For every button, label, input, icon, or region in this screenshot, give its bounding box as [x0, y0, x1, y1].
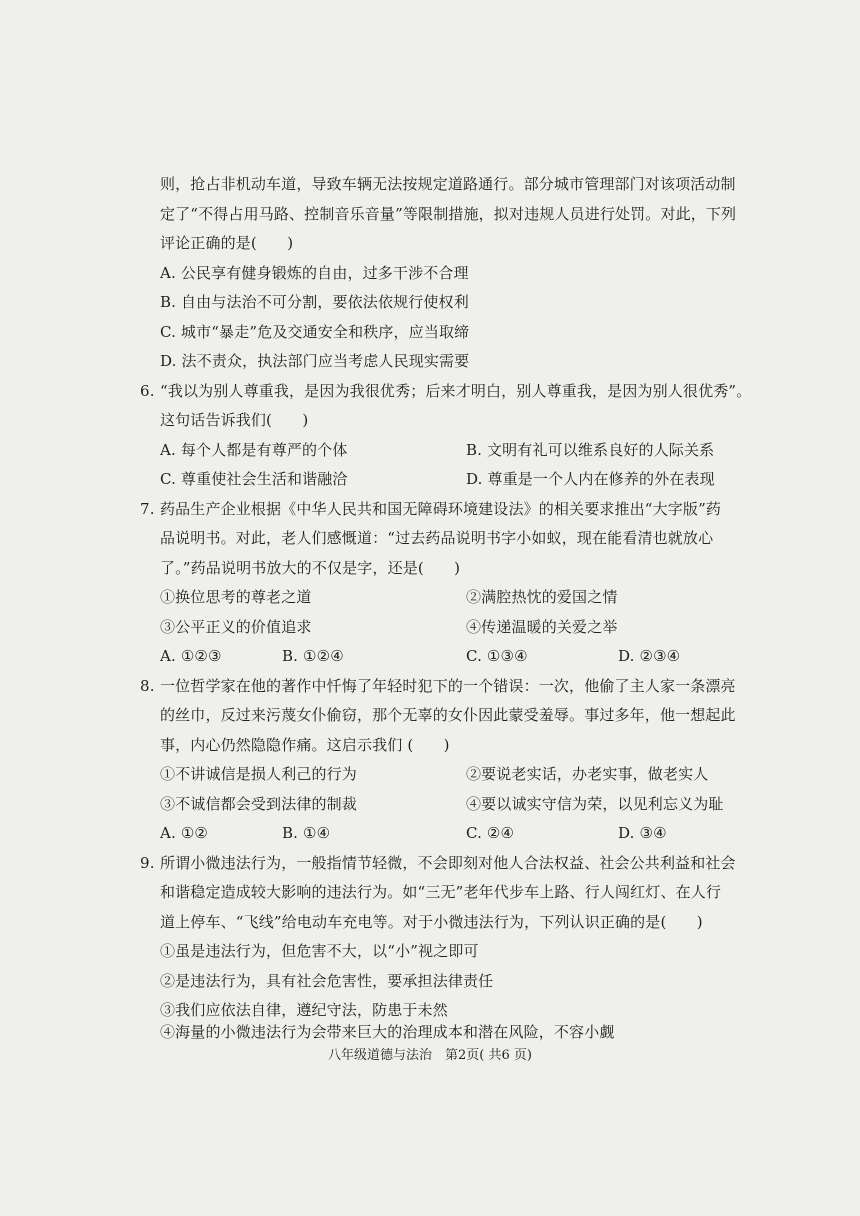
- q5-option-a[interactable]: A. 公民享有健身锻炼的自由，过多干涉不合理: [160, 264, 469, 282]
- q8-option-a[interactable]: A. ①②: [160, 824, 209, 842]
- q5-stem-line-3: 评论正确的是( ): [160, 234, 294, 252]
- q6-option-a[interactable]: A. 每个人都是有尊严的个体: [160, 441, 348, 459]
- q7-statement-2: ②满腔热忱的爱国之情: [466, 588, 618, 606]
- q8-statement-4: ④要以诚实守信为荣，以见利忘义为耻: [466, 795, 724, 813]
- q9-statement-1: ①虽是违法行为，但危害不大，以“小”视之即可: [160, 942, 479, 960]
- q5-option-b[interactable]: B. 自由与法治不可分割，要依法依规行使权利: [160, 293, 469, 311]
- q9-stem-line-2: 和谐稳定造成较大影响的违法行为。如“三无”老年代步车上路、行人闯红灯、在人行: [160, 883, 722, 901]
- q8-stem-line-1: 一位哲学家在他的著作中忏悔了年轻时犯下的一个错误：一次，他偷了主人家一条漂亮: [160, 677, 736, 695]
- q8-option-c[interactable]: C. ②④: [466, 824, 515, 842]
- q8-statement-3: ③不诚信都会受到法律的制裁: [160, 795, 357, 813]
- q6-option-c[interactable]: C. 尊重使社会生活和谐融洽: [160, 470, 348, 488]
- q7-statement-4: ④传递温暖的关爱之举: [466, 618, 618, 636]
- q6-stem-line-1: “我以为别人尊重我，是因为我很优秀；后来才明白，别人尊重我，是因为别人很优秀”。: [160, 382, 752, 400]
- q6-number: 6.: [140, 382, 155, 400]
- q7-option-d[interactable]: D. ②③④: [618, 647, 681, 665]
- q7-stem-line-1: 药品生产企业根据《中华人民共和国无障碍环境建设法》的相关要求推出“大字版”药: [160, 500, 722, 518]
- q8-option-b[interactable]: B. ①④: [282, 824, 331, 842]
- q8-statement-2: ②要说老实话，办老实事，做老实人: [466, 765, 709, 783]
- q6-option-b[interactable]: B. 文明有礼可以维系良好的人际关系: [466, 441, 715, 459]
- q7-statement-1: ①换位思考的尊老之道: [160, 588, 312, 606]
- q9-number: 9.: [140, 854, 155, 872]
- q5-option-d[interactable]: D. 法不责众，执法部门应当考虑人民现实需要: [160, 352, 470, 370]
- q8-stem-line-3: 事，内心仍然隐隐作痛。这启示我们 ( ): [160, 736, 450, 754]
- q9-stem-line-3: 道上停车、“飞线”给电动车充电等。对于小微违法行为，下列认识正确的是( ): [160, 913, 703, 931]
- q7-stem-line-3: 了。”药品说明书放大的不仅是字，还是( ): [160, 559, 461, 577]
- q9-statement-3: ③我们应依法自律，遵纪守法，防患于未然: [160, 1001, 448, 1019]
- q8-stem-line-2: 的丝巾，反过来污蔑女仆偷窃，那个无辜的女仆因此蒙受羞辱。事过多年，他一想起此: [160, 706, 736, 724]
- q6-stem-line-2: 这句话告诉我们( ): [160, 411, 309, 429]
- q7-stem-line-2: 品说明书。对此，老人们感慨道：“过去药品说明书字小如蚁，现在能看清也就放心: [160, 529, 714, 547]
- q7-number: 7.: [140, 500, 155, 518]
- q8-statement-1: ①不讲诚信是损人利己的行为: [160, 765, 357, 783]
- q7-option-c[interactable]: C. ①③④: [466, 647, 528, 665]
- q9-statement-2: ②是违法行为，具有社会危害性，要承担法律责任: [160, 972, 494, 990]
- q5-stem-line-1: 则，抢占非机动车道，导致车辆无法按规定道路通行。部分城市管理部门对该项活动制: [160, 175, 736, 193]
- q7-statement-3: ③公平正义的价值追求: [160, 618, 312, 636]
- q7-option-a[interactable]: A. ①②③: [160, 647, 222, 665]
- q8-option-d[interactable]: D. ③④: [618, 824, 667, 842]
- q6-option-d[interactable]: D. 尊重是一个人内在修养的外在表现: [466, 470, 715, 488]
- q5-stem-line-2: 定了“不得占用马路、控制音乐音量”等限制措施，拟对违规人员进行处罚。对此，下列: [160, 205, 737, 223]
- q7-option-b[interactable]: B. ①②④: [282, 647, 344, 665]
- q9-statement-4: ④海量的小微违法行为会带来巨大的治理成本和潜在风险，不容小觑: [160, 1023, 615, 1041]
- page-footer: 八年级道德与法治 第2页( 共6 页): [328, 1048, 532, 1063]
- q9-stem-line-1: 所谓小微违法行为，一般指情节轻微，不会即刻对他人合法权益、社会公共利益和社会: [160, 854, 736, 872]
- q8-number: 8.: [140, 677, 155, 695]
- q5-option-c[interactable]: C. 城市“暴走”危及交通安全和秩序，应当取缔: [160, 323, 470, 341]
